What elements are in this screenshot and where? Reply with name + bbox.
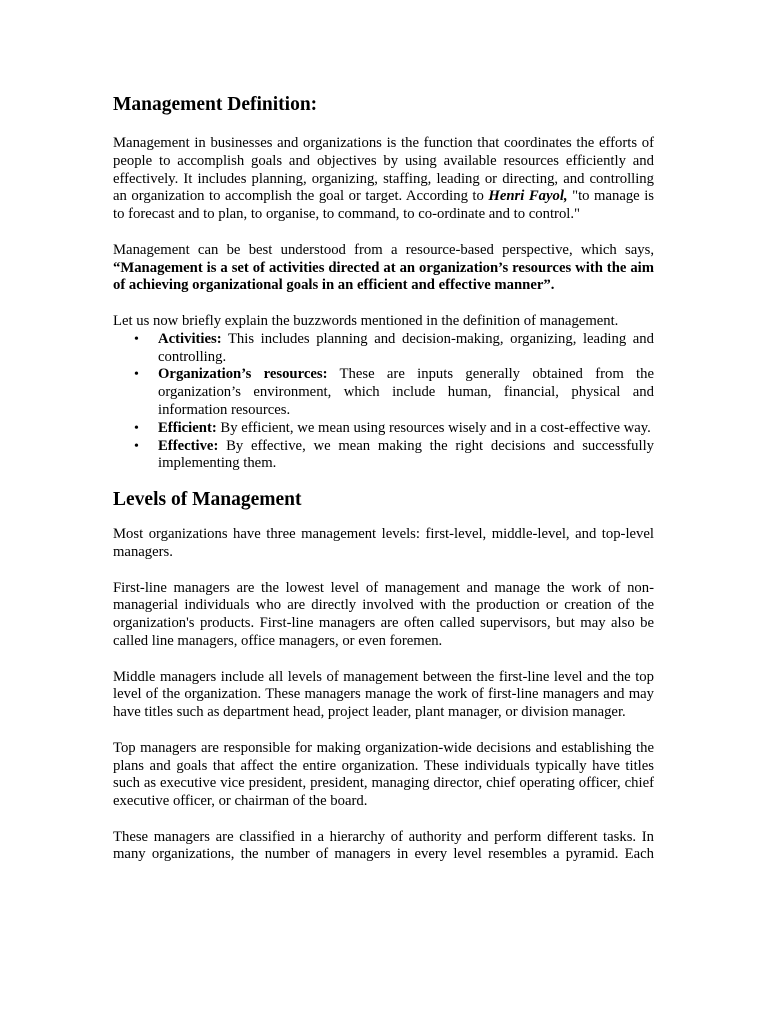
bullet-text: By efficient, we mean using resources wisely and in a cost-effective way. [216,419,651,436]
resource-perspective-paragraph [113,242,654,295]
section-title-levels-of-management: Levels of Management [113,489,302,511]
middle-managers-paragraph: Middle managers include all levels of management between the first-line level and the top level of the organization. These managers manage the work of first-line managers and may have titles such as department head, project leader, plant manager, or division manager. [113,668,654,721]
author-name: Henri Fayol, [488,188,568,205]
levels-intro-paragraph: Most organizations have three management levels: first-level, middle-level, and top-level managers. [113,526,654,560]
management-quote: “Management is a set of activities directed at an organization’s resources with the aim of achieving organizational goals in an efficient and effective manner”. [113,259,654,294]
hierarchy-paragraph: These managers are classified in a hierarchy of authority and perform different tasks. In many organizations, the number of managers in every level resembles a pyramid. Each [113,828,654,863]
top-managers-paragraph: Top managers are responsible for making organization-wide decisions and establishing the plans and goals that affect the entire organization. These individuals typically have titles such as executive vice president, president, managing director, chief operating officer, chief executive officer, or chairman of the board. [113,739,654,810]
bullet-term: Organization’s resources: [158,366,328,383]
list-item [134,419,654,438]
list-item [134,330,654,367]
document-page [113,92,654,864]
bullet-term: Efficient: [158,419,217,436]
bullet-text: These are inputs generally obtained from the organization’s environment, which include human, financial, physical and information resources. [158,366,654,418]
bullet-term: Activities: [158,330,222,347]
definition-quote: "to manage is to forecast and to plan, to organise, to command, to co-ordinate and to control." [113,188,655,223]
list-item [134,437,654,474]
bullet-icon: • [134,420,139,436]
section-title-management-definition: Management Definition: [113,94,318,115]
buzzwords-list [113,331,654,473]
definition-text-start: Management in businesses and organizations is the function that coordinates the efforts of people to accomplish goals and objectives by using available resources efficiently and effectively. It includes planning, organizing, staffing, leading or directing, and controlling an organization to accomplish the goal or target. According to [113,135,654,205]
buzzwords-intro: Let us now briefly explain the buzzwords mentioned in the definition of management. [113,312,619,329]
bullet-text: By effective, we mean making the right decisions and successfully implementing them. [158,437,654,472]
first-line-managers-paragraph: First-line managers are the lowest level of management and manage the work of non-managerial individuals who are directly involved with the production or creation of the organization's products. First-line managers are often called supervisors, but may also be called line managers, office managers, or even foremen. [113,579,654,649]
bullet-icon: • [134,438,139,454]
bullet-term: Effective: [158,437,219,454]
resource-perspective-intro: Management can be best understood from a resource-based perspective, which says, [113,241,654,258]
definition-paragraph [113,135,654,224]
bullet-icon: • [134,367,139,383]
bullet-text: This includes planning and decision-making, organizing, leading and controlling. [158,330,654,365]
bullet-icon: • [134,331,139,347]
list-item [134,366,654,419]
